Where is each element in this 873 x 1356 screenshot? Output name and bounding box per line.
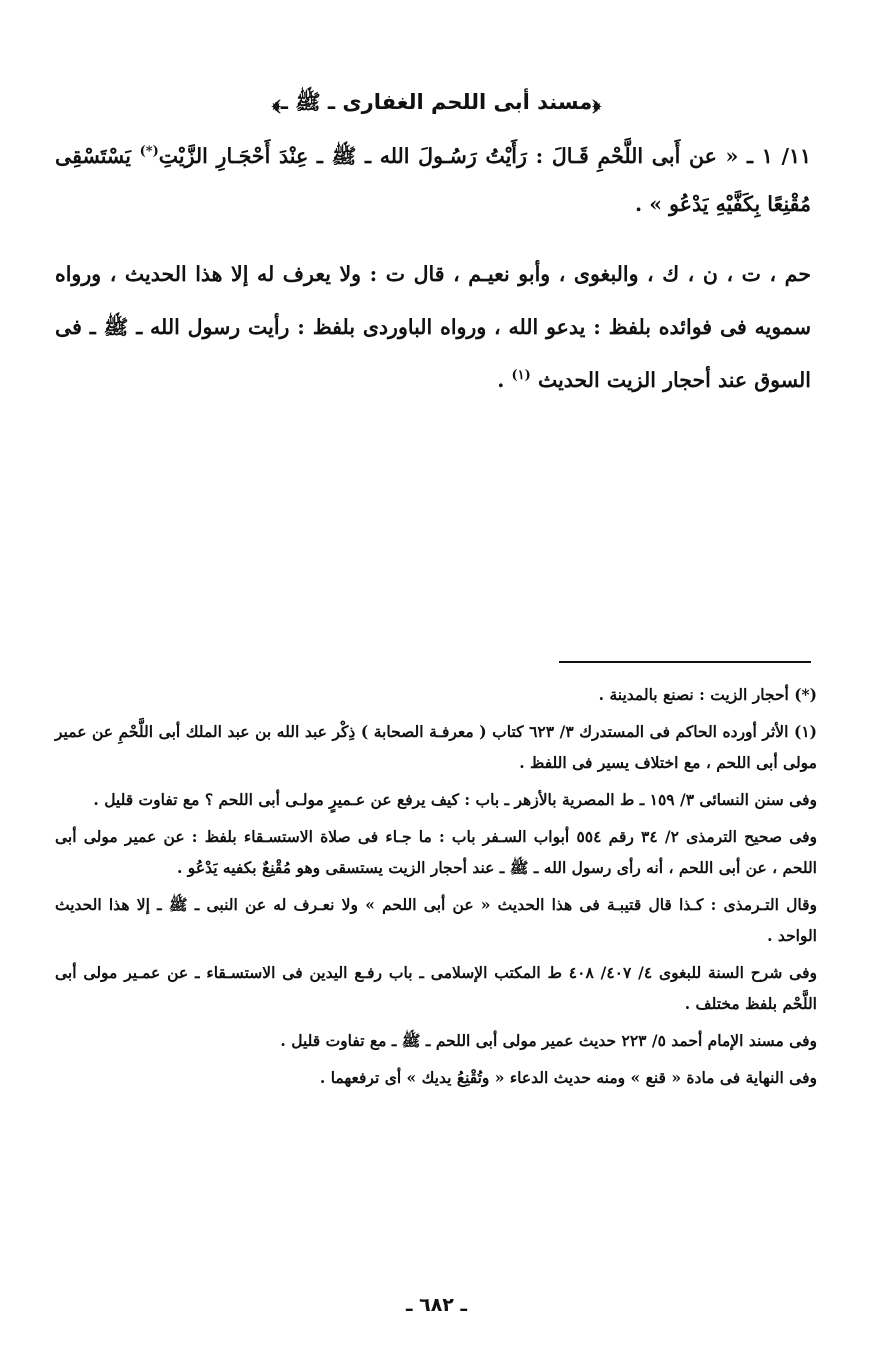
sources-end: . xyxy=(497,368,505,392)
footnote-nasai: وفى سنن النسائى ٣/ ١٥٩ ـ ط المصرية بالأزهر ـ باب : كيف يرفع عن عـميرٍ مولـى أبى اللحم ؟ مع تفاوت قليل . xyxy=(93,790,817,809)
footnote-divider xyxy=(559,661,811,663)
sources-footnote-mark: (١) xyxy=(511,368,531,384)
footnote-asterisk: (*) أحجار الزيت : نصنع بالمدينة . xyxy=(598,685,817,704)
footnote-tirmidhi-comment: وقال التـرمذى : كـذا قال قتيبـة فى هذا الحديث « عن أبى اللحم » ولا نعـرف له عن النبى ـ ﷺ ـ إلا هذا الحديث الواحد . xyxy=(55,895,817,945)
sources-body: حم ، ت ، ن ، ك ، والبغوى ، وأبو نعيـم ، قال ت : ولا يعرف له إلا هذا الحديث ، ورواه سمويه فى فوائده بلفظ : يدعو الله ، ورواه الباوردى بلفظ : رأيت رسول الله ـ ﷺ ـ فى السوق عند أحجار الزيت الحديث xyxy=(55,262,811,392)
main-text xyxy=(55,132,811,407)
page-number: ـ ٦٨٢ ـ xyxy=(405,1294,467,1316)
footnote-ahmad: وفى مسند الإمام أحمد ٥/ ٢٢٣ حديث عمير مولى أبى اللحم ـ ﷺ ـ مع تفاوت قليل . xyxy=(280,1031,817,1050)
footnote-baghawi: وفى شرح السنة للبغوى ٤/ ٤٠٧/ ٤٠٨ ط المكتب الإسلامى ـ باب رفـع اليدين فى الاستسـقاء ـ عن عمـير مولى أبى اللَّحْم بلفظ مختلف . xyxy=(55,963,817,1013)
footnote-tirmidhi: وفى صحيح الترمذى ٢/ ٣٤ رقم ٥٥٤ أبواب السـفر باب : ما جـاء فى صلاة الاستسـقاء بلفظ : عن عمير مولى أبى اللحم ، عن أبى اللحم ، أنه رأى رسول الله ـ ﷺ ـ عند أحجار الزيت يستسقى وهو مُقْنِعٌ بكفيه يَدْعُو . xyxy=(55,827,818,877)
hadith-footnote-mark: (*) xyxy=(139,144,159,160)
hadith-body: ١١/ ١ ـ « عن أَبى اللَّحْمِ قَـالَ : رَأَيْتُ رَسُـولَ الله ـ ﷺ ـ عِنْدَ أَحْجَـارِ الزَّيْتِ xyxy=(158,144,812,168)
footnotes xyxy=(55,679,817,1099)
hadith-body-end: يَسْتَسْقِى مُقْنِعًا بِكَفَّيْهِ يَدْعُو » . xyxy=(55,144,811,216)
page-title: ﴿مسند أبى اللحم الغفارى ـ ﷺ ـ﴾ xyxy=(272,90,601,114)
footnote-nihaya: وفى النهاية فى مادة « قنع » ومنه حديث الدعاء « وتُقْنِعُ يديك » أى ترفعهما . xyxy=(319,1068,817,1087)
hadith-text xyxy=(55,132,811,228)
footnote-1: (١) الأثر أورده الحاكم فى المستدرك ٣/ ٦٢٣ كتاب ( معرفـة الصحابة ) ذِكْر عبد الله بن عبد الملك أبى اللَّحْمِ عن عمير مولى أبى اللحم ، مع اختلاف يسير فى اللفظ . xyxy=(55,722,817,772)
sources-paragraph xyxy=(55,248,811,407)
